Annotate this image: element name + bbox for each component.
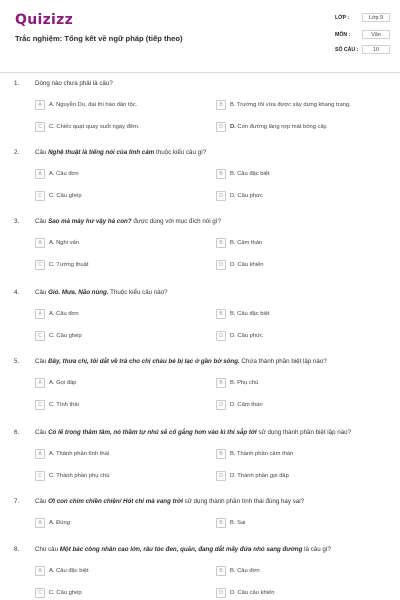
question-number: 4. xyxy=(14,289,20,296)
quoted-sentence: Có lẽ trong thâm tâm, nó thầm tự nhủ sẽ cố gắng hơn vào kì thi sắp tới xyxy=(48,429,257,436)
question-text xyxy=(35,546,385,553)
meta-label-count: SỐ CÂU : xyxy=(335,47,359,53)
question-text-part: là câu gì? xyxy=(302,546,331,553)
answer-option-b[interactable] xyxy=(216,100,351,110)
option-label: C. Câu ghép xyxy=(49,333,82,339)
quoted-sentence: Nghệ thuật là tiếng nói của tình cảm xyxy=(48,149,155,156)
quoted-sentence: Một bác công nhân cao lớn, râu tóc đen, quăn, đang dắt mấy đứa nhỏ sang đường xyxy=(59,546,303,553)
quoted-sentence: Sao mà mày hư vậy hả con? xyxy=(48,218,132,225)
meta-label-grade: LỚP : xyxy=(335,15,350,21)
answer-option-a[interactable] xyxy=(35,238,79,248)
answer-option-c[interactable] xyxy=(35,260,88,270)
question-text xyxy=(35,149,385,156)
question-number: 6. xyxy=(14,429,20,436)
option-label: B. Trường tôi vừa được xây dựng khang trang. xyxy=(230,102,351,108)
question-text-part: Câu xyxy=(35,289,49,296)
option-label: C. Câu ghép xyxy=(49,590,82,596)
option-label: D. Câu khiến xyxy=(230,262,264,268)
option-letter-box[interactable]: C xyxy=(35,191,45,201)
answer-option-d[interactable] xyxy=(216,260,264,270)
option-letter-box[interactable]: C xyxy=(35,400,45,410)
worksheet-header xyxy=(0,0,400,70)
option-label: A. Đúng xyxy=(49,520,70,526)
option-label: D. Câu phức xyxy=(230,193,263,199)
answer-option-c[interactable] xyxy=(35,122,140,132)
option-letter-box[interactable]: C xyxy=(35,122,45,132)
question-text xyxy=(35,358,385,365)
option-letter-box[interactable]: C xyxy=(35,260,45,270)
header-divider xyxy=(0,72,400,73)
quoted-sentence: Ơi con chim chiền chiện/ Hót chi mà vang trời xyxy=(48,498,183,505)
answer-option-c[interactable] xyxy=(35,400,79,410)
option-letter-box[interactable]: D xyxy=(216,471,226,481)
question-text xyxy=(35,498,385,505)
question-text xyxy=(35,80,385,87)
answer-option-d[interactable] xyxy=(216,588,274,598)
page-title: Trắc nghiệm: Tổng kết về ngữ pháp (tiếp theo) xyxy=(15,34,183,43)
option-letter-box[interactable]: B xyxy=(216,378,226,388)
question-text-part: Câu xyxy=(35,498,49,505)
answer-option-a[interactable] xyxy=(35,100,137,110)
answer-option-c[interactable] xyxy=(35,331,82,341)
option-letter-box[interactable]: B xyxy=(216,238,226,248)
quoted-sentence: Đây, thưa chị, tôi dắt về trả cho chị cháu bé bị lạc ở gần bờ sông. xyxy=(48,358,240,365)
question-text-part: Câu xyxy=(35,358,49,365)
option-label: B. Cảm thán xyxy=(230,240,263,246)
answer-option-c[interactable] xyxy=(35,191,82,201)
option-label: A. Câu đơn xyxy=(49,311,79,317)
option-label: A. Thành phần tình thái xyxy=(49,451,110,457)
answer-option-b[interactable] xyxy=(216,566,260,576)
question-text-part: thuộc kiểu câu gì? xyxy=(154,149,207,156)
question-number: 5. xyxy=(14,358,20,365)
option-label: D. Câu câu khiến xyxy=(230,590,275,596)
answer-option-d[interactable] xyxy=(216,400,263,410)
meta-value-count: 10 xyxy=(362,45,390,54)
option-label: B. Câu đơn xyxy=(230,568,260,574)
option-letter-box[interactable]: A xyxy=(35,309,45,319)
option-letter-box[interactable]: D xyxy=(216,331,226,341)
option-letter-box[interactable]: D xyxy=(216,400,226,410)
question-text-part: Cho câu xyxy=(35,546,60,553)
question-number: 7. xyxy=(14,498,20,505)
answer-option-a[interactable] xyxy=(35,518,70,528)
option-letter-box[interactable]: D xyxy=(216,588,226,598)
question-text xyxy=(35,289,385,296)
question-text-part: sử dụng thành phần biệt lập nào? xyxy=(256,429,352,436)
option-label: C. Câu ghép xyxy=(49,193,82,199)
option-letter-box[interactable]: B xyxy=(216,309,226,319)
option-letter-box[interactable]: C xyxy=(35,588,45,598)
question-number: 2. xyxy=(14,149,20,156)
option-letter-box[interactable]: D xyxy=(216,191,226,201)
option-label: C. Thành phần phụ chú xyxy=(49,473,110,479)
answer-option-d[interactable] xyxy=(216,471,289,481)
answer-option-b[interactable] xyxy=(216,518,245,528)
option-letter-box[interactable]: B xyxy=(216,169,226,179)
option-letter-box[interactable]: B xyxy=(216,449,226,459)
answer-option-b[interactable] xyxy=(216,238,262,248)
option-label: D. Câu phức xyxy=(230,333,263,339)
answer-option-c[interactable] xyxy=(35,471,110,481)
answer-option-b[interactable] xyxy=(216,309,270,319)
question-text-part: được dùng với mục đích nói gì? xyxy=(131,218,221,225)
option-label: A. Câu đặc biệt xyxy=(49,568,89,574)
answer-option-b[interactable] xyxy=(216,169,270,179)
meta-value-grade: Lớp 9 xyxy=(362,13,390,22)
question-number: 1. xyxy=(14,80,20,87)
answer-option-d[interactable] xyxy=(216,331,263,341)
option-label: B. Sai xyxy=(230,520,246,526)
option-label: A. Nghi vấn xyxy=(49,240,79,246)
question-text-part: Thuộc kiểu câu nào? xyxy=(108,289,168,296)
option-label: D. Cảm thán xyxy=(230,402,263,408)
option-letter-box[interactable]: A xyxy=(35,449,45,459)
answer-option-d[interactable] xyxy=(216,191,263,201)
question-text xyxy=(35,218,385,225)
answer-option-c[interactable] xyxy=(35,588,82,598)
option-label: A. Nguyễn Du, đại thi hào dân tộc. xyxy=(49,102,138,108)
question-text-part: Câu xyxy=(35,429,49,436)
option-label: B. Câu đặc biệt xyxy=(230,311,270,317)
answer-option-a[interactable] xyxy=(35,378,76,388)
option-label: D. Thành phần gọi đáp xyxy=(230,473,289,479)
quoted-sentence: Gió. Mưa. Não nùng. xyxy=(48,289,109,296)
answer-option-a[interactable] xyxy=(35,309,79,319)
option-letter-box[interactable]: A xyxy=(35,518,45,528)
answer-option-a[interactable] xyxy=(35,449,109,459)
meta-value-subject: Văn xyxy=(362,30,390,39)
quizizz-logo: Quizizz xyxy=(15,12,74,28)
answer-option-a[interactable] xyxy=(35,566,89,576)
option-label: C. Tình thái xyxy=(49,402,79,408)
option-label: A. Gọi đáp xyxy=(49,380,77,386)
question-text-part: Dòng nào chưa phải là câu? xyxy=(35,80,113,87)
option-label: B. Câu đặc biệt xyxy=(230,171,270,177)
option-label: A. Câu đơn xyxy=(49,171,79,177)
option-letter-box[interactable]: A xyxy=(35,238,45,248)
option-letter-box[interactable]: A xyxy=(35,169,45,179)
question-text-part: sử dụng thành phần tình thái đúng hay sai? xyxy=(182,498,305,505)
question-text-part: Câu xyxy=(35,149,49,156)
option-letter-box[interactable]: A xyxy=(35,378,45,388)
option-letter-box[interactable]: B xyxy=(216,100,226,110)
option-label: C. Chiếc quạt quay suốt ngày đêm. xyxy=(49,124,140,130)
option-letter-box[interactable]: D xyxy=(216,122,226,132)
question-number: 3. xyxy=(14,218,20,225)
option-label: B. Thành phần cảm thán xyxy=(230,451,294,457)
answer-option-d[interactable] xyxy=(216,122,328,132)
answer-option-b[interactable] xyxy=(216,378,258,388)
option-letter-box[interactable]: D xyxy=(216,260,226,270)
answer-option-a[interactable] xyxy=(35,169,79,179)
option-letter-box[interactable]: A xyxy=(35,566,45,576)
option-letter-box[interactable]: C xyxy=(35,331,45,341)
option-label: B. Phụ chú xyxy=(230,380,259,386)
option-label: C. Tường thuật xyxy=(49,262,89,268)
answer-option-b[interactable] xyxy=(216,449,293,459)
meta-label-subject: MÔN : xyxy=(335,32,351,38)
question-text-part: Câu xyxy=(35,218,49,225)
question-text-part: Chứa thành phần biệt lập nào? xyxy=(239,358,327,365)
option-letter-box[interactable]: A xyxy=(35,100,45,110)
option-label: D. Con đường làng rợp mát bóng cây. xyxy=(230,124,328,130)
option-letter-box[interactable]: B xyxy=(216,566,226,576)
question-text xyxy=(35,429,385,436)
option-letter-box[interactable]: C xyxy=(35,471,45,481)
question-number: 8. xyxy=(14,546,20,553)
option-letter-box[interactable]: B xyxy=(216,518,226,528)
